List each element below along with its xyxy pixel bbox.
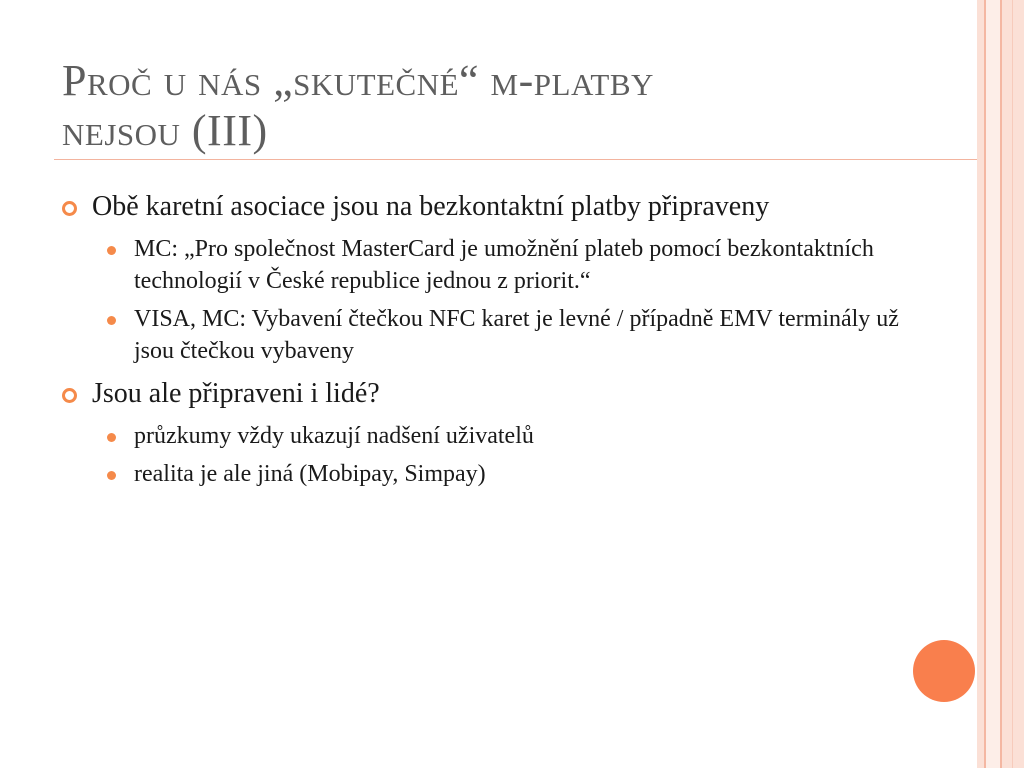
slide-title xyxy=(62,56,942,156)
ring-bullet-icon xyxy=(62,388,77,403)
sub-bullet-point xyxy=(62,233,942,297)
slide-title-line2: nejsou (III) xyxy=(62,106,268,155)
sub-bullet-text: VISA, MC: Vybavení čtečkou NFC karet je levné / případně EMV terminály už jsou čtečkou vybaveny xyxy=(134,306,899,364)
slide-title-line1: Proč u nás „skutečné“ m-platby xyxy=(62,56,654,105)
bullet-point xyxy=(62,190,942,223)
dot-bullet-icon xyxy=(107,316,116,325)
sub-bullet-text: průzkumy vždy ukazují nadšení uživatelů xyxy=(134,423,534,449)
sub-bullet-text: realita je ale jiná (Mobipay, Simpay) xyxy=(134,461,486,487)
sub-bullet-list xyxy=(62,420,942,490)
ring-bullet-icon xyxy=(62,201,77,216)
sub-bullet-point xyxy=(62,458,942,490)
decor-stripe-line xyxy=(1000,0,1002,768)
dot-bullet-icon xyxy=(107,471,116,480)
decor-stripe-line xyxy=(984,0,986,768)
decor-circle xyxy=(913,640,975,702)
sub-bullet-point xyxy=(62,420,942,452)
sub-bullet-point xyxy=(62,303,942,367)
bullet-text: Obě karetní asociace jsou na bezkontaktní platby připraveny xyxy=(92,191,770,222)
dot-bullet-icon xyxy=(107,433,116,442)
bullet-text: Jsou ale připraveni i lidé? xyxy=(92,378,380,409)
decor-stripe-line xyxy=(1012,0,1013,768)
bullet-point xyxy=(62,377,942,410)
slide-content xyxy=(62,190,942,500)
title-divider xyxy=(54,159,977,160)
dot-bullet-icon xyxy=(107,246,116,255)
sub-bullet-text: MC: „Pro společnost MasterCard je umožnění plateb pomocí bezkontaktních technologií v České republice jednou z priorit.“ xyxy=(134,236,874,294)
sub-bullet-list xyxy=(62,233,942,367)
decor-stripe-inner xyxy=(985,0,1000,768)
